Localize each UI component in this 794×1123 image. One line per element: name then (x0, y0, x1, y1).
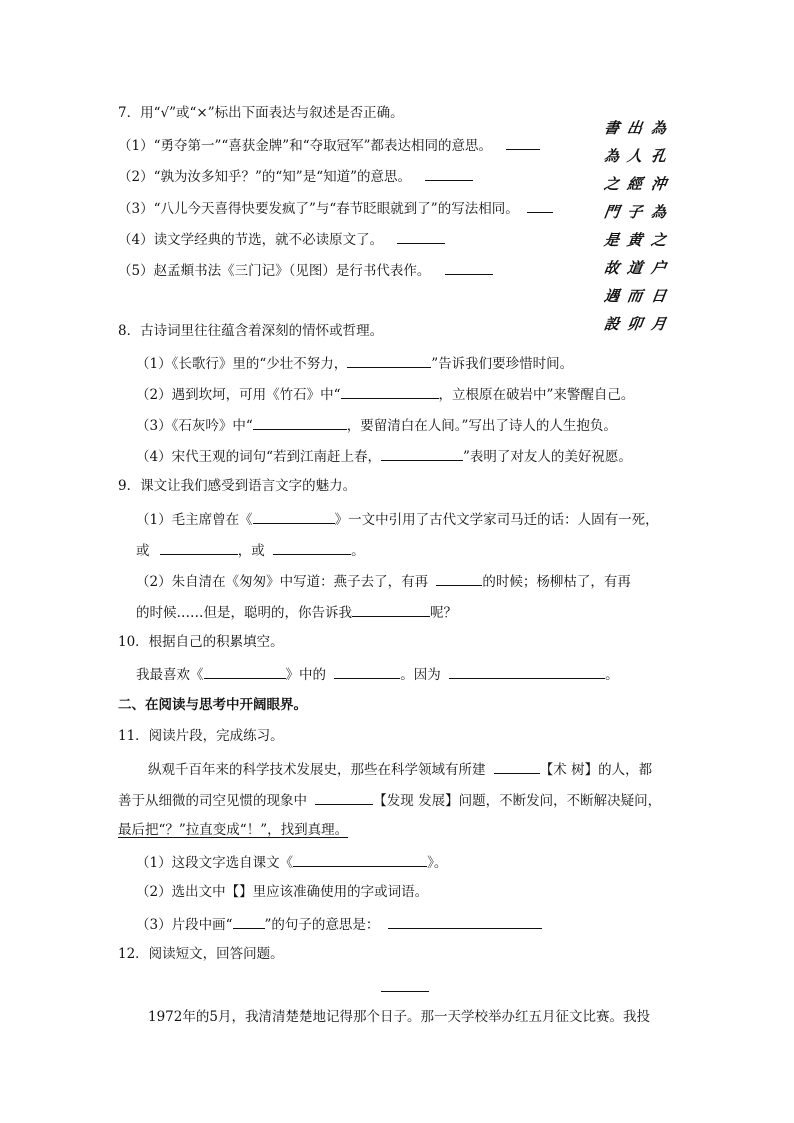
q8-item-2-text-a: （2）遇到坎坷，可用《竹石》中“ (136, 387, 341, 403)
q7-item-1-text: （1）“勇夺第一”“喜获金牌”和“夺取冠军”都表达相同的意思。 (118, 138, 492, 154)
q9-item-2-cont (136, 602, 457, 622)
q10-text-b: 》中的 (285, 667, 326, 683)
callig-char: 月 (649, 315, 668, 333)
section-2-heading: 二、在阅读与思考中开阔眼界。 (118, 697, 307, 713)
q11-sub-2: （2）选出文中【】里应该准确使用的字或词语。 (136, 884, 429, 900)
q7-answer-3[interactable] (527, 198, 553, 213)
q8-item-3-text-a: （3）《石灰吟》中“ (136, 418, 253, 434)
q9-item-2 (136, 571, 631, 591)
q10-item (136, 664, 619, 684)
callig-char: 為 (602, 147, 621, 165)
q10-text-c: 。因为 (400, 667, 441, 683)
callig-char: 為 (649, 119, 668, 137)
q11-sub-3 (136, 914, 542, 934)
q11-sub-3-text-b: ”的句子的意思是： (264, 917, 380, 933)
callig-char: 黄 (626, 231, 644, 249)
callig-char: 道 (626, 259, 644, 277)
q8-stem: 8．古诗词里往往蕴含着深刻的情怀或哲理。 (118, 323, 384, 339)
callig-char: 故 (602, 259, 621, 277)
q7-answer-5[interactable] (445, 260, 493, 275)
calligraphy-image (600, 114, 670, 333)
q8-blank-1[interactable] (347, 353, 431, 368)
q9-item-1-text-d: ，或 (237, 543, 265, 559)
q11-blank-3[interactable] (293, 852, 427, 867)
q11-sub-1-text-b: 》。 (427, 855, 448, 871)
q9-item-2-text-b: 的时候；杨柳枯了，有再 (482, 574, 631, 590)
q9-item-1-text-a: （1）毛主席曾在《 (136, 512, 253, 528)
q10-blank-1[interactable] (204, 664, 286, 679)
q9-item-1 (136, 509, 659, 529)
q7-item-5 (118, 260, 493, 280)
callig-char: 孔 (649, 147, 668, 165)
q9-stem: 9．课文让我们感受到语言文字的魅力。 (118, 478, 357, 494)
q10-blank-3[interactable] (449, 664, 605, 679)
q8-blank-4[interactable] (381, 446, 463, 461)
q9-item-2-text-a: （2）朱自清在《匆匆》中写道：燕子去了，有再 (136, 574, 429, 590)
callig-char: 設 (602, 315, 621, 333)
callig-char: 日 (649, 287, 668, 305)
q8-item-1 (136, 353, 573, 373)
callig-char: 户 (649, 259, 668, 277)
q11-passage-text-2b: 【发现 发展】问题，不断发问，不断解决疑问， (373, 793, 662, 809)
q9-item-2-text-d: 呢？ (430, 605, 457, 621)
callig-char: 是 (602, 231, 621, 249)
callig-char: 門 (602, 203, 621, 221)
callig-char: 子 (626, 203, 644, 221)
q7-answer-1[interactable] (506, 135, 540, 150)
q9-item-1-text-c: 或 (136, 543, 150, 559)
q9-blank-5[interactable] (352, 602, 430, 617)
q9-item-1-text-b: 》一文中引用了古代文学家司马迁的话：人固有一死， (334, 512, 659, 528)
q11-blank-4[interactable] (388, 914, 542, 929)
q7-answer-4[interactable] (397, 229, 445, 244)
q9-item-2-text-c: 的时候……但是，聪明的，你告诉我 (136, 605, 352, 621)
q8-blank-2[interactable] (341, 384, 439, 399)
callig-char: 之 (649, 231, 668, 249)
q11-passage-text-2a: 善于从细微的司空见惯的现象中 (118, 793, 307, 809)
q11-blank-1[interactable] (494, 759, 540, 774)
q11-sub-3-text-a: （3）片段中画“ (136, 917, 233, 933)
callig-char: 出 (626, 119, 644, 137)
q8-item-1-text-b: ”告诉我们要珍惜时间。 (431, 356, 574, 372)
q9-blank-4[interactable] (436, 571, 482, 586)
q7-stem: 7．用“√”或“×”标出下面表达与叙述是否正确。 (118, 105, 404, 121)
q7-item-1 (118, 135, 540, 155)
q10-text-a: 我最喜欢《 (136, 667, 204, 683)
callig-char: 沖 (649, 175, 668, 193)
q8-item-2 (136, 384, 634, 404)
q10-stem: 10．根据自己的积累填空。 (118, 634, 284, 650)
callig-char: 卯 (626, 315, 644, 333)
title-blank-line (381, 991, 429, 992)
q10-text-d: 。 (605, 667, 619, 683)
callig-char: 經 (626, 175, 644, 193)
q7-item-5-text: （5）赵孟頫书法《三门记》（见图）是行书代表作。 (118, 263, 431, 279)
q12-passage-line-1: 1972年的5月，我清清楚楚地记得那个日子。那一天学校举办红五月征文比赛。我投 (148, 1009, 650, 1025)
q11-passage-text-1a: 纵观千百年来的科学技术发展史，那些在科学领域有所建 (148, 762, 486, 778)
q9-blank-2[interactable] (160, 540, 238, 555)
q7-answer-2[interactable] (425, 166, 473, 181)
q8-item-1-text-a: （1）《长歌行》里的“少壮不努力， (136, 356, 348, 372)
q11-passage-line-2 (118, 790, 661, 810)
q7-item-4-text: （4）读文学经典的节选，就不必读原文了。 (118, 232, 384, 248)
q7-item-3-text: （3）“八儿今天喜得快要发疯了”与“春节眨眼就到了”的写法相同。 (118, 201, 519, 217)
q11-blank-2[interactable] (315, 790, 373, 805)
q7-item-2 (118, 166, 473, 186)
callig-char: 書 (602, 119, 621, 137)
q8-item-4-text-a: （4）宋代王观的词句“若到江南赶上春， (136, 449, 381, 465)
q12-stem: 12．阅读短文，回答问题。 (118, 946, 284, 962)
q11-sub-1-text-a: （1）这段文字选自课文《 (136, 855, 294, 871)
q7-item-2-text: （2）“孰为汝多知乎？”的“知”是“知道”的意思。 (118, 169, 411, 185)
q9-item-1-cont (136, 540, 365, 560)
q11-underline-sample (233, 914, 265, 929)
q8-item-3-text-b: ，要留清白在人间。”写出了诗人的人生抱负。 (346, 418, 617, 434)
q11-underlined-sentence: 最后把“？”拉直变成“！”，找到真理。 (118, 822, 349, 838)
q8-item-4-text-b: ”表明了对友人的美好祝愿。 (463, 449, 632, 465)
q10-blank-2[interactable] (334, 664, 400, 679)
q11-stem: 11．阅读片段，完成练习。 (118, 728, 284, 744)
q11-passage-line-1 (148, 759, 652, 779)
q8-blank-3[interactable] (253, 415, 347, 430)
callig-char: 為 (649, 203, 668, 221)
q9-item-1-text-e: 。 (351, 543, 365, 559)
q8-item-4 (136, 446, 632, 466)
callig-char: 遇 (602, 287, 621, 305)
q7-item-4 (118, 229, 445, 249)
q8-item-3 (136, 415, 617, 435)
callig-char: 而 (626, 287, 644, 305)
q9-blank-1[interactable] (253, 509, 335, 524)
callig-char: 人 (626, 147, 644, 165)
q9-blank-3[interactable] (273, 540, 351, 555)
q8-item-2-text-b: ，立根原在破岩中”来警醒自己。 (438, 387, 635, 403)
q7-item-3 (118, 198, 553, 218)
q11-sub-1 (136, 852, 447, 872)
q11-passage-text-1b: 【术 树】的人，都 (539, 762, 653, 778)
callig-char: 之 (602, 175, 621, 193)
